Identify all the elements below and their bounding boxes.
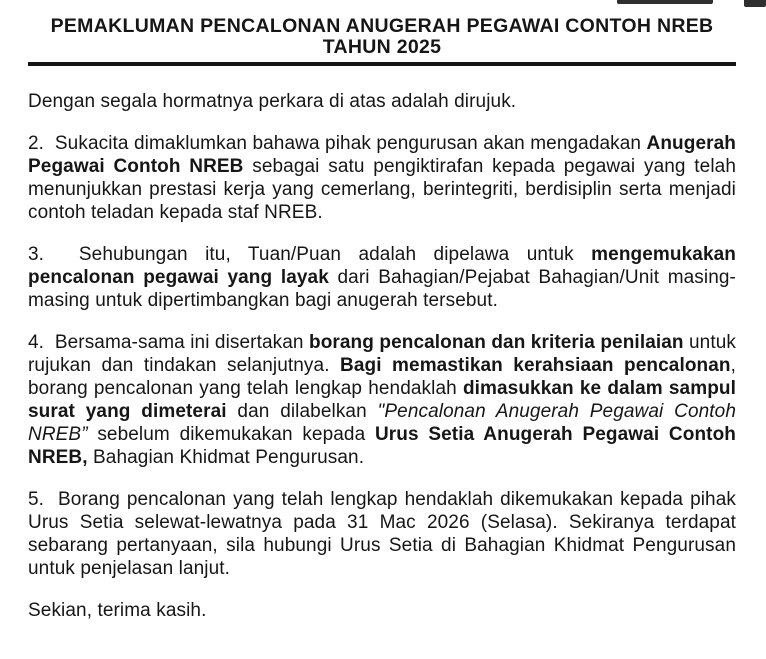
text-segment: Urus Setia Anugerah Pegawai Contoh NREB, xyxy=(28,424,736,468)
text-segment: Bahagian Khidmat Pengurusan. xyxy=(87,447,365,468)
paragraph xyxy=(28,243,736,312)
document-body xyxy=(28,90,736,580)
text-segment: 4. Bersama-sama ini disertakan xyxy=(28,332,309,353)
paragraph xyxy=(28,132,736,224)
text-segment: Bagi memastikan kerahsiaan pencalonan xyxy=(340,355,731,376)
text-segment: dan dilabelkan xyxy=(226,401,378,422)
paragraph xyxy=(28,90,736,113)
text-segment: borang pencalonan dan kriteria penilaian xyxy=(308,332,684,353)
text-segment: dari Bahagian/Pejabat Bahagian/Unit masing-masing untuk dipertimbangkan bagi anugerah tersebut. xyxy=(28,267,736,311)
text-segment: "Pencalonan Anugerah Pegawai Contoh NREB” xyxy=(28,401,737,445)
text-segment: untuk rujukan dan tindakan selanjutnya. xyxy=(28,332,736,376)
text-segment: Anugerah Pegawai Contoh NREB xyxy=(28,133,736,177)
paragraph xyxy=(28,331,736,469)
text-segment: 5. Borang pencalonan yang telah lengkap hendaklah dikemukakan kepada pihak Urus Setia selewat-lewatnya pada 31 Mac 2026 (Selasa). Sekiranya terdapat sebarang pertanyaan, sila hubungi Urus Setia di Bahagian Khidmat Pengurusan untuk penjelasan lanjut. xyxy=(28,489,736,579)
text-segment: 3. Sehubungan itu, Tuan/Puan adalah dipelawa untuk xyxy=(28,244,592,265)
text-segment: Dengan segala hormatnya perkara di atas adalah dirujuk. xyxy=(28,91,517,112)
text-segment: sebagai satu pengiktirafan kepada pegawai yang telah menunjukkan prestasi kerja yang cemerlang, berintegriti, berdisiplin serta menjadi contoh teladan kepada staf NREB. xyxy=(28,156,736,223)
text-segment: 2. Sukacita dimaklumkan bahawa pihak pengurusan akan mengadakan xyxy=(28,133,647,154)
text-segment: mengemukakan pencalonan pegawai yang layak xyxy=(28,244,736,288)
scan-artifact xyxy=(617,0,713,4)
text-segment: dimasukkan ke dalam sampul surat yang dimeterai xyxy=(28,378,737,422)
document-title-line2: TAHUN 2025 xyxy=(322,36,442,58)
title-underline xyxy=(28,62,736,66)
text-segment: , borang pencalonan yang telah lengkap hendaklah xyxy=(28,355,736,399)
scan-artifact xyxy=(744,0,766,7)
closing-text: Sekian, terima kasih. xyxy=(28,600,207,621)
paragraph xyxy=(28,488,736,580)
document-header xyxy=(28,16,736,58)
document-title-line1: PEMAKLUMAN PENCALONAN ANUGERAH PEGAWAI CONTOH NREB xyxy=(50,15,714,37)
text-segment: sebelum dikemukakan kepada xyxy=(87,424,375,445)
